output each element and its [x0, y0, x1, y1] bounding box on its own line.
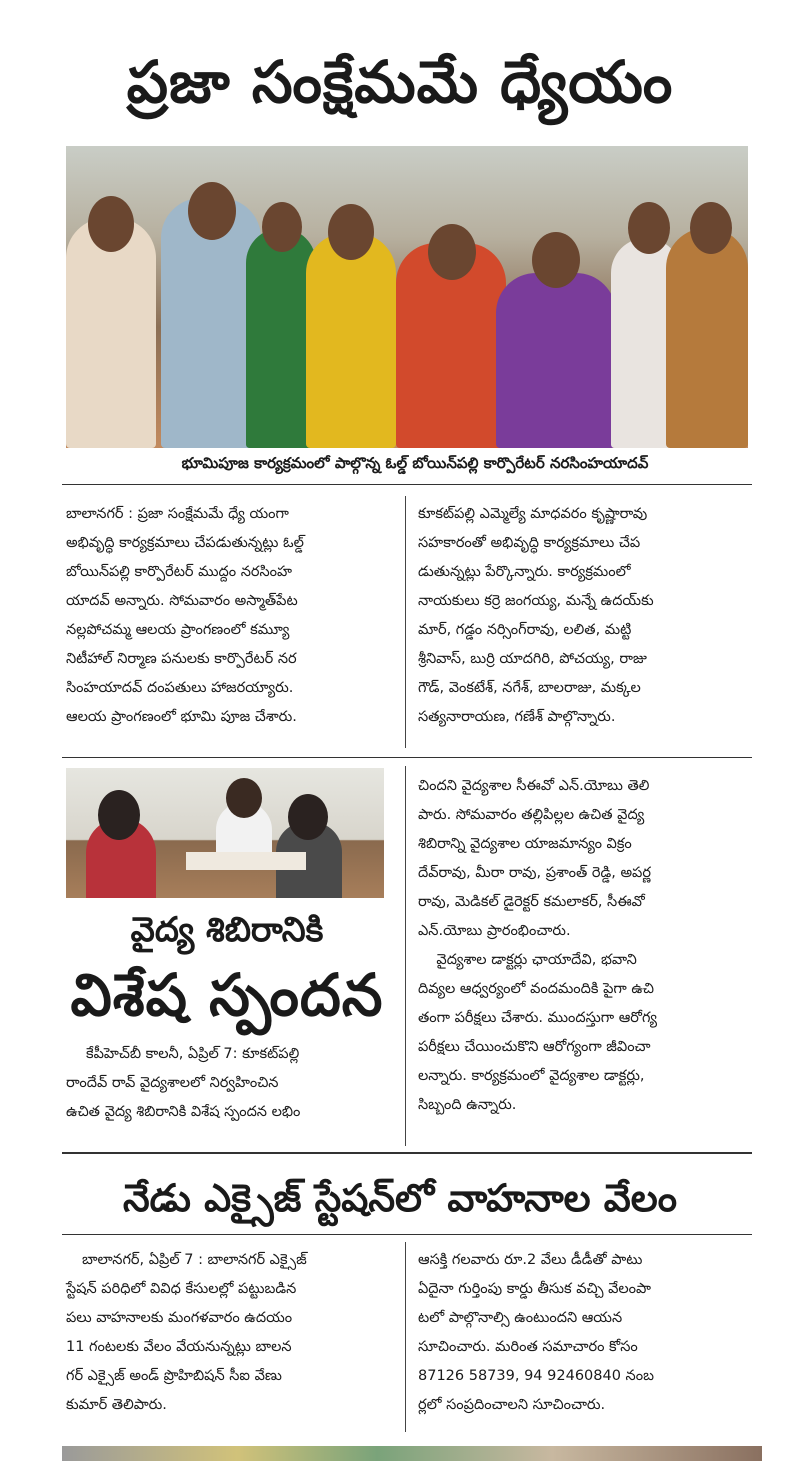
- column-divider: [405, 766, 406, 1146]
- text-line: బాలానగర్, ఏప్రిల్ 7 : బాలానగర్ ఎక్సైజ్: [82, 1252, 307, 1268]
- text-line: ర్లలో సంప్రదించాలని సూచించారు.: [418, 1397, 606, 1413]
- divider: [62, 1152, 752, 1154]
- text-line: శ్రీనివాస్, బుర్రి యాదగిరి, పోచయ్య, రాజు: [418, 651, 647, 667]
- text-line: గర్ ఎక్సైజ్ అండ్ ప్రొహిబిషన్ సీఐ వేణు: [66, 1368, 282, 1384]
- text-line: సూచించారు. మరింత సమాచారం కోసం: [418, 1339, 638, 1355]
- text-line: రాందేవ్ రావ్ వైద్యశాలలో నిర్వహించిన: [66, 1075, 279, 1091]
- text-line: ఆలయ ప్రాంగణంలో భూమి పూజ చేశారు.: [66, 709, 297, 725]
- text-line: నిటీహాల్ నిర్మాణ పనులకు కార్పొరేటర్ నర: [66, 651, 297, 667]
- text-line: సత్యనారాయణ, గణేశ్ పాల్గొన్నారు.: [418, 709, 616, 725]
- column-divider: [405, 1242, 406, 1432]
- divider: [62, 1234, 752, 1235]
- text-line: నల్లపోచమ్మ ఆలయ ప్రాంగణంలో కమ్యూ: [66, 622, 290, 638]
- text-line: డుతున్నట్లు పేర్కొన్నారు. కార్యక్రమంలో: [418, 564, 631, 580]
- text-line: ఎన్.యోబు ప్రారంభించారు.: [418, 923, 571, 939]
- article1-column-1: [66, 500, 396, 732]
- article2-column-1: [66, 1040, 396, 1127]
- text-line: కేపీహెచ్‌బీ కాలనీ, ఏప్రిల్ 7: కూకట్‌పల్లి: [86, 1046, 300, 1062]
- article1-column-2: [418, 500, 750, 732]
- text-line: 87126 58739, 94 92460840 నంబ: [418, 1368, 654, 1384]
- text-line: టలో పాల్గొనాల్సి ఉంటుందని ఆయన: [418, 1310, 623, 1326]
- text-line: పరీక్షలు చేయించుకొని ఆరోగ్యంగా జీవించా: [418, 1039, 651, 1055]
- text-line: ఏదైనా గుర్తింపు కార్డు తీసుక వచ్చి వేలంపా: [418, 1281, 651, 1297]
- text-line: లన్నారు. కార్యక్రమంలో వైద్యశాల డాక్టర్లు,: [418, 1068, 645, 1084]
- text-line: సహకారంతో అభివృద్ధి కార్యక్రమాలు చేప: [418, 535, 641, 551]
- text-line: ఉచిత వైద్య శిబిరానికి విశేష స్పందన లభిం: [66, 1104, 301, 1120]
- text-line: తంగా పరీక్షలు చేశారు. ముందస్తుగా ఆరోగ్య: [418, 1010, 657, 1026]
- text-line: మార్, గడ్డం నర్సింగ్‌రావు, లలిత, మట్టి: [418, 622, 632, 638]
- text-line: సిబ్బంది ఉన్నారు.: [418, 1097, 517, 1113]
- article2-headline-line1: వైద్య శిబిరానికి: [130, 910, 324, 950]
- column-divider: [405, 496, 406, 748]
- text-line: శిబిరాన్ని వైద్యశాల యాజమాన్యం విక్రం: [418, 836, 632, 852]
- divider: [62, 484, 752, 485]
- text-line: గౌడ్, వెంకటేశ్, నగేశ్, బాలరాజు, మక్కల: [418, 680, 641, 696]
- text-line: పారు. సోమవారం తల్లిపిల్లల ఉచిత వైద్య: [418, 807, 645, 823]
- article2-photo: [66, 768, 384, 898]
- text-line: బాలానగర్ : ప్రజా సంక్షేమమే ధ్యే యంగా: [66, 506, 289, 522]
- article3-headline: నేడు ఎక్సైజ్ స్టేషన్‌లో వాహనాల వేలం: [123, 1176, 677, 1220]
- text-line: కూకట్‌పల్లి ఎమ్మెల్యే మాధవరం కృష్ణారావు: [418, 506, 648, 522]
- next-article-photo-strip: [62, 1446, 762, 1461]
- article1-headline: ప్రజా సంక్షేమమే ధ్యేయం: [126, 48, 674, 116]
- text-line: ఆసక్తి గలవారు రూ.2 వేలు డీడీతో పాటు: [418, 1252, 643, 1268]
- text-line: యాదవ్ అన్నారు. సోమవారం అస్మాత్‌పేట: [66, 593, 298, 609]
- text-line: 11 గంటలకు వేలం వేయనున్నట్లు బాలన: [66, 1339, 292, 1355]
- text-line: అభివృద్ధి కార్యక్రమాలు చేపడుతున్నట్లు ఓల్డ్: [66, 535, 304, 551]
- article3-column-1: [66, 1246, 396, 1420]
- text-line: సింహయాదవ్ దంపతులు హాజరయ్యారు.: [66, 680, 294, 696]
- text-line: నాయకులు కర్రె జంగయ్య, మన్నే ఉదయ్‌కు: [418, 593, 654, 609]
- divider: [62, 757, 752, 758]
- text-line: కుమార్ తెలిపారు.: [66, 1397, 167, 1413]
- article1-photo-caption: భూమిపూజ కార్యక్రమంలో పాల్గొన్న ఓల్డ్ బోయిన్‌పల్లి కార్పొరేటర్ నరసింహయాదవ్: [181, 454, 649, 472]
- text-line: చిందని వైద్యశాల సీఈవో ఎన్.యోబు తెలి: [418, 778, 650, 794]
- text-line: దేవ్‌రావు, మీరా రావు, ప్రశాంత్ రెడ్డి, అపర్ణ: [418, 865, 651, 881]
- text-line: వైద్యశాల డాక్టర్లు ఛాయాదేవి, భవాని: [418, 952, 637, 968]
- text-line: దివ్యల ఆధ్వర్యంలో వందమందికి పైగా ఉచి: [418, 981, 655, 997]
- article2-headline-line2: విశేష స్పందన: [70, 961, 384, 1029]
- text-line: బోయిన్‌పల్లి కార్పొరేటర్ ముద్దం నరసింహ: [66, 564, 292, 580]
- article3-column-2: [418, 1246, 750, 1420]
- text-line: పలు వాహనాలకు మంగళవారం ఉదయం: [66, 1310, 293, 1326]
- article2-column-2: [418, 772, 750, 1120]
- text-line: స్టేషన్ పరిధిలో వివిధ కేసులల్లో పట్టుబడిన: [66, 1281, 297, 1297]
- article1-photo: [66, 146, 748, 448]
- text-line: రావు, మెడికల్ డైరెక్టర్ కమలాకర్, సీఈవో: [418, 894, 645, 910]
